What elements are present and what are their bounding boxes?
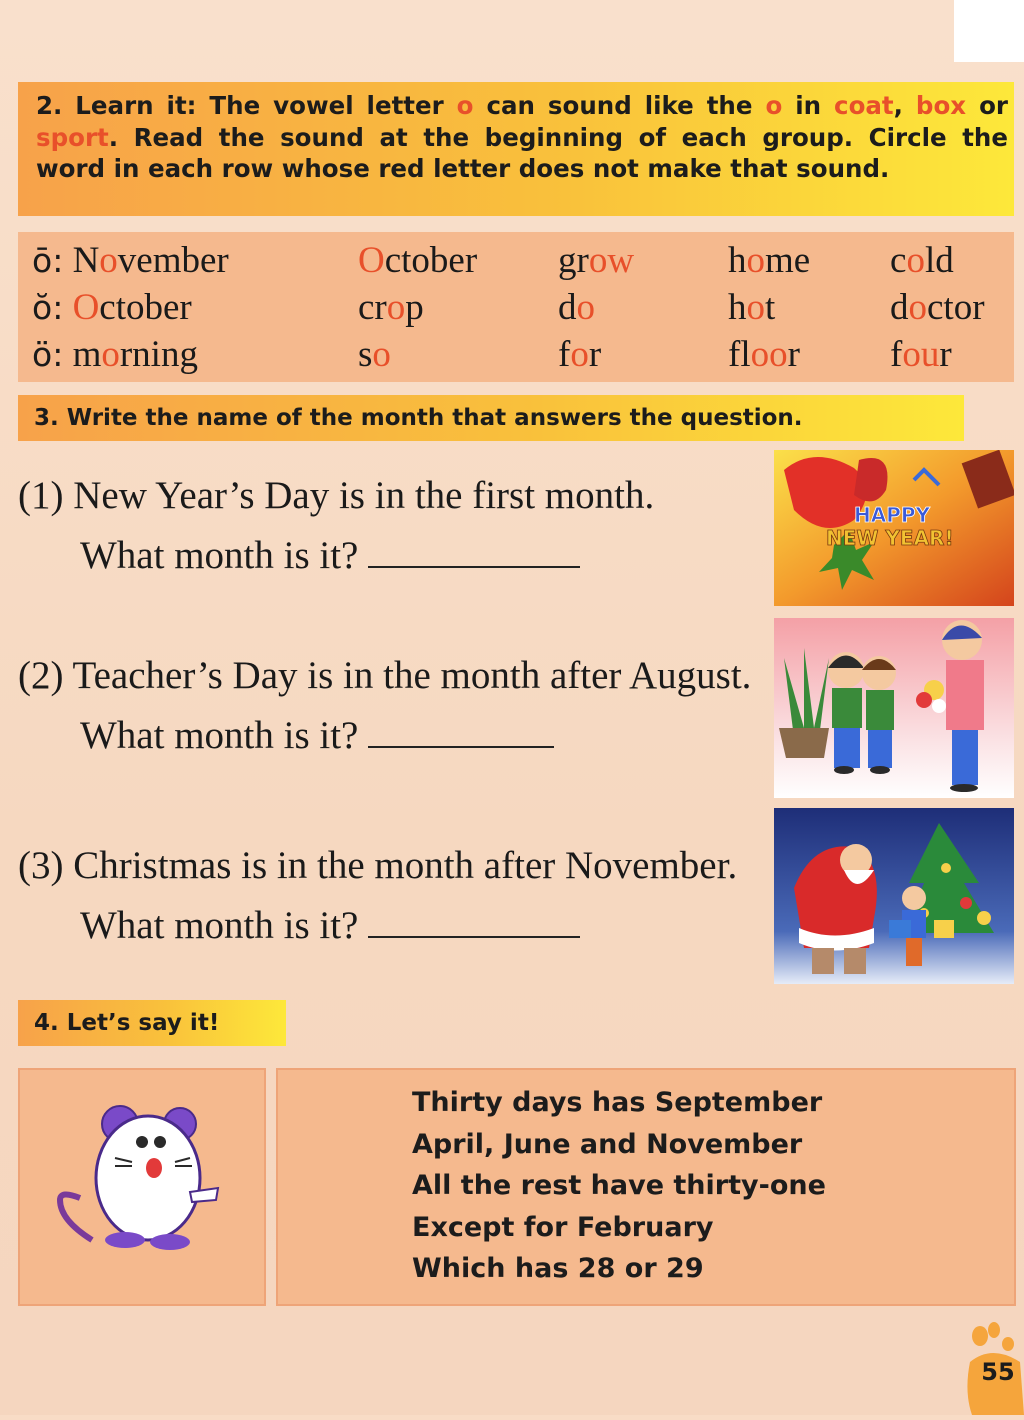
instr-word-coat: coat [834, 91, 894, 120]
sound-symbol: ŏ: [32, 288, 64, 327]
instr-word-box: box [915, 91, 967, 120]
phonics-row [18, 284, 1014, 332]
phonics-row [18, 237, 1014, 285]
word[interactable]: cold [890, 240, 954, 281]
instr-text: , [893, 91, 916, 120]
phonics-row-lead [32, 284, 192, 332]
question-2-ask: What month is it? [80, 712, 554, 760]
sound-symbol: ō: [32, 241, 64, 280]
page-number-badge [964, 1322, 1024, 1415]
instr-text: . Read the sound at the beginning of each group. Circle the word in each row whose red letter does not make that sound. [36, 122, 1008, 183]
mouse-illustration [20, 1070, 264, 1304]
page-number: 55 [981, 1358, 1015, 1386]
word[interactable]: crop [358, 287, 424, 328]
word[interactable]: October [358, 240, 478, 281]
instr-text: 2. Learn it: The vowel letter [36, 91, 457, 120]
instr-red-o: o [765, 91, 783, 120]
word[interactable]: October [72, 287, 192, 328]
instr-text: or [966, 91, 1008, 120]
instr-red-o: o [456, 91, 474, 120]
phonics-row-lead [32, 237, 229, 285]
instr-text: can sound like the [473, 91, 766, 120]
phonics-panel [18, 232, 1014, 382]
answer-blank-3[interactable] [368, 906, 580, 938]
poem-line: April, June and November [412, 1128, 803, 1160]
answer-blank-2[interactable] [368, 716, 554, 748]
phonics-row-lead [32, 331, 198, 379]
poem-line: Except for February [412, 1211, 714, 1243]
word[interactable]: for [558, 334, 602, 375]
page-corner [954, 0, 1024, 62]
poem-line: Thirty days has September [412, 1087, 823, 1118]
question-1-ask: What month is it? [80, 532, 580, 580]
question-3-statement: (3) Christmas is in the month after November. [18, 844, 738, 887]
poem-panel [276, 1068, 1016, 1306]
new-year-text: NEW YEAR! [826, 526, 954, 550]
question-1-statement: (1) New Year’s Day is in the first month. [18, 474, 655, 517]
word[interactable]: November [72, 240, 229, 281]
poem-line: All the rest have thirty-one [412, 1170, 826, 1201]
mouse-panel [18, 1068, 266, 1306]
word[interactable]: hot [728, 287, 776, 328]
word[interactable]: four [890, 334, 952, 375]
happy-text: HAPPY [854, 503, 931, 527]
teachers-day-illustration [774, 618, 1014, 798]
word[interactable]: do [558, 287, 595, 328]
word[interactable]: morning [72, 334, 198, 375]
instr-word-sport: sport [36, 122, 109, 152]
section2-instruction [36, 90, 1008, 185]
section4-title: 4. Let’s say it! [34, 1010, 220, 1036]
section3-title: 3. Write the name of the month that answers the question. [34, 405, 803, 431]
new-year-illustration [774, 450, 1014, 606]
word[interactable]: doctor [890, 287, 985, 328]
word[interactable]: grow [558, 240, 635, 281]
answer-blank-1[interactable] [368, 536, 580, 568]
instr-text: in [782, 91, 835, 120]
poem [412, 1082, 826, 1290]
section4-title-bar [18, 1000, 286, 1046]
word[interactable]: home [728, 240, 811, 281]
sound-symbol: ö: [32, 335, 64, 374]
phonics-row [18, 331, 1014, 379]
christmas-illustration [774, 808, 1014, 984]
section3-title-bar [18, 395, 964, 441]
poem-line: Which has 28 or 29 [412, 1253, 704, 1284]
word[interactable]: so [358, 334, 391, 375]
word[interactable]: floor [728, 334, 800, 375]
question-2-statement: (2) Teacher’s Day is in the month after August. [18, 654, 752, 697]
question-3-ask: What month is it? [80, 902, 580, 950]
section2-instruction-bar [18, 82, 1014, 216]
